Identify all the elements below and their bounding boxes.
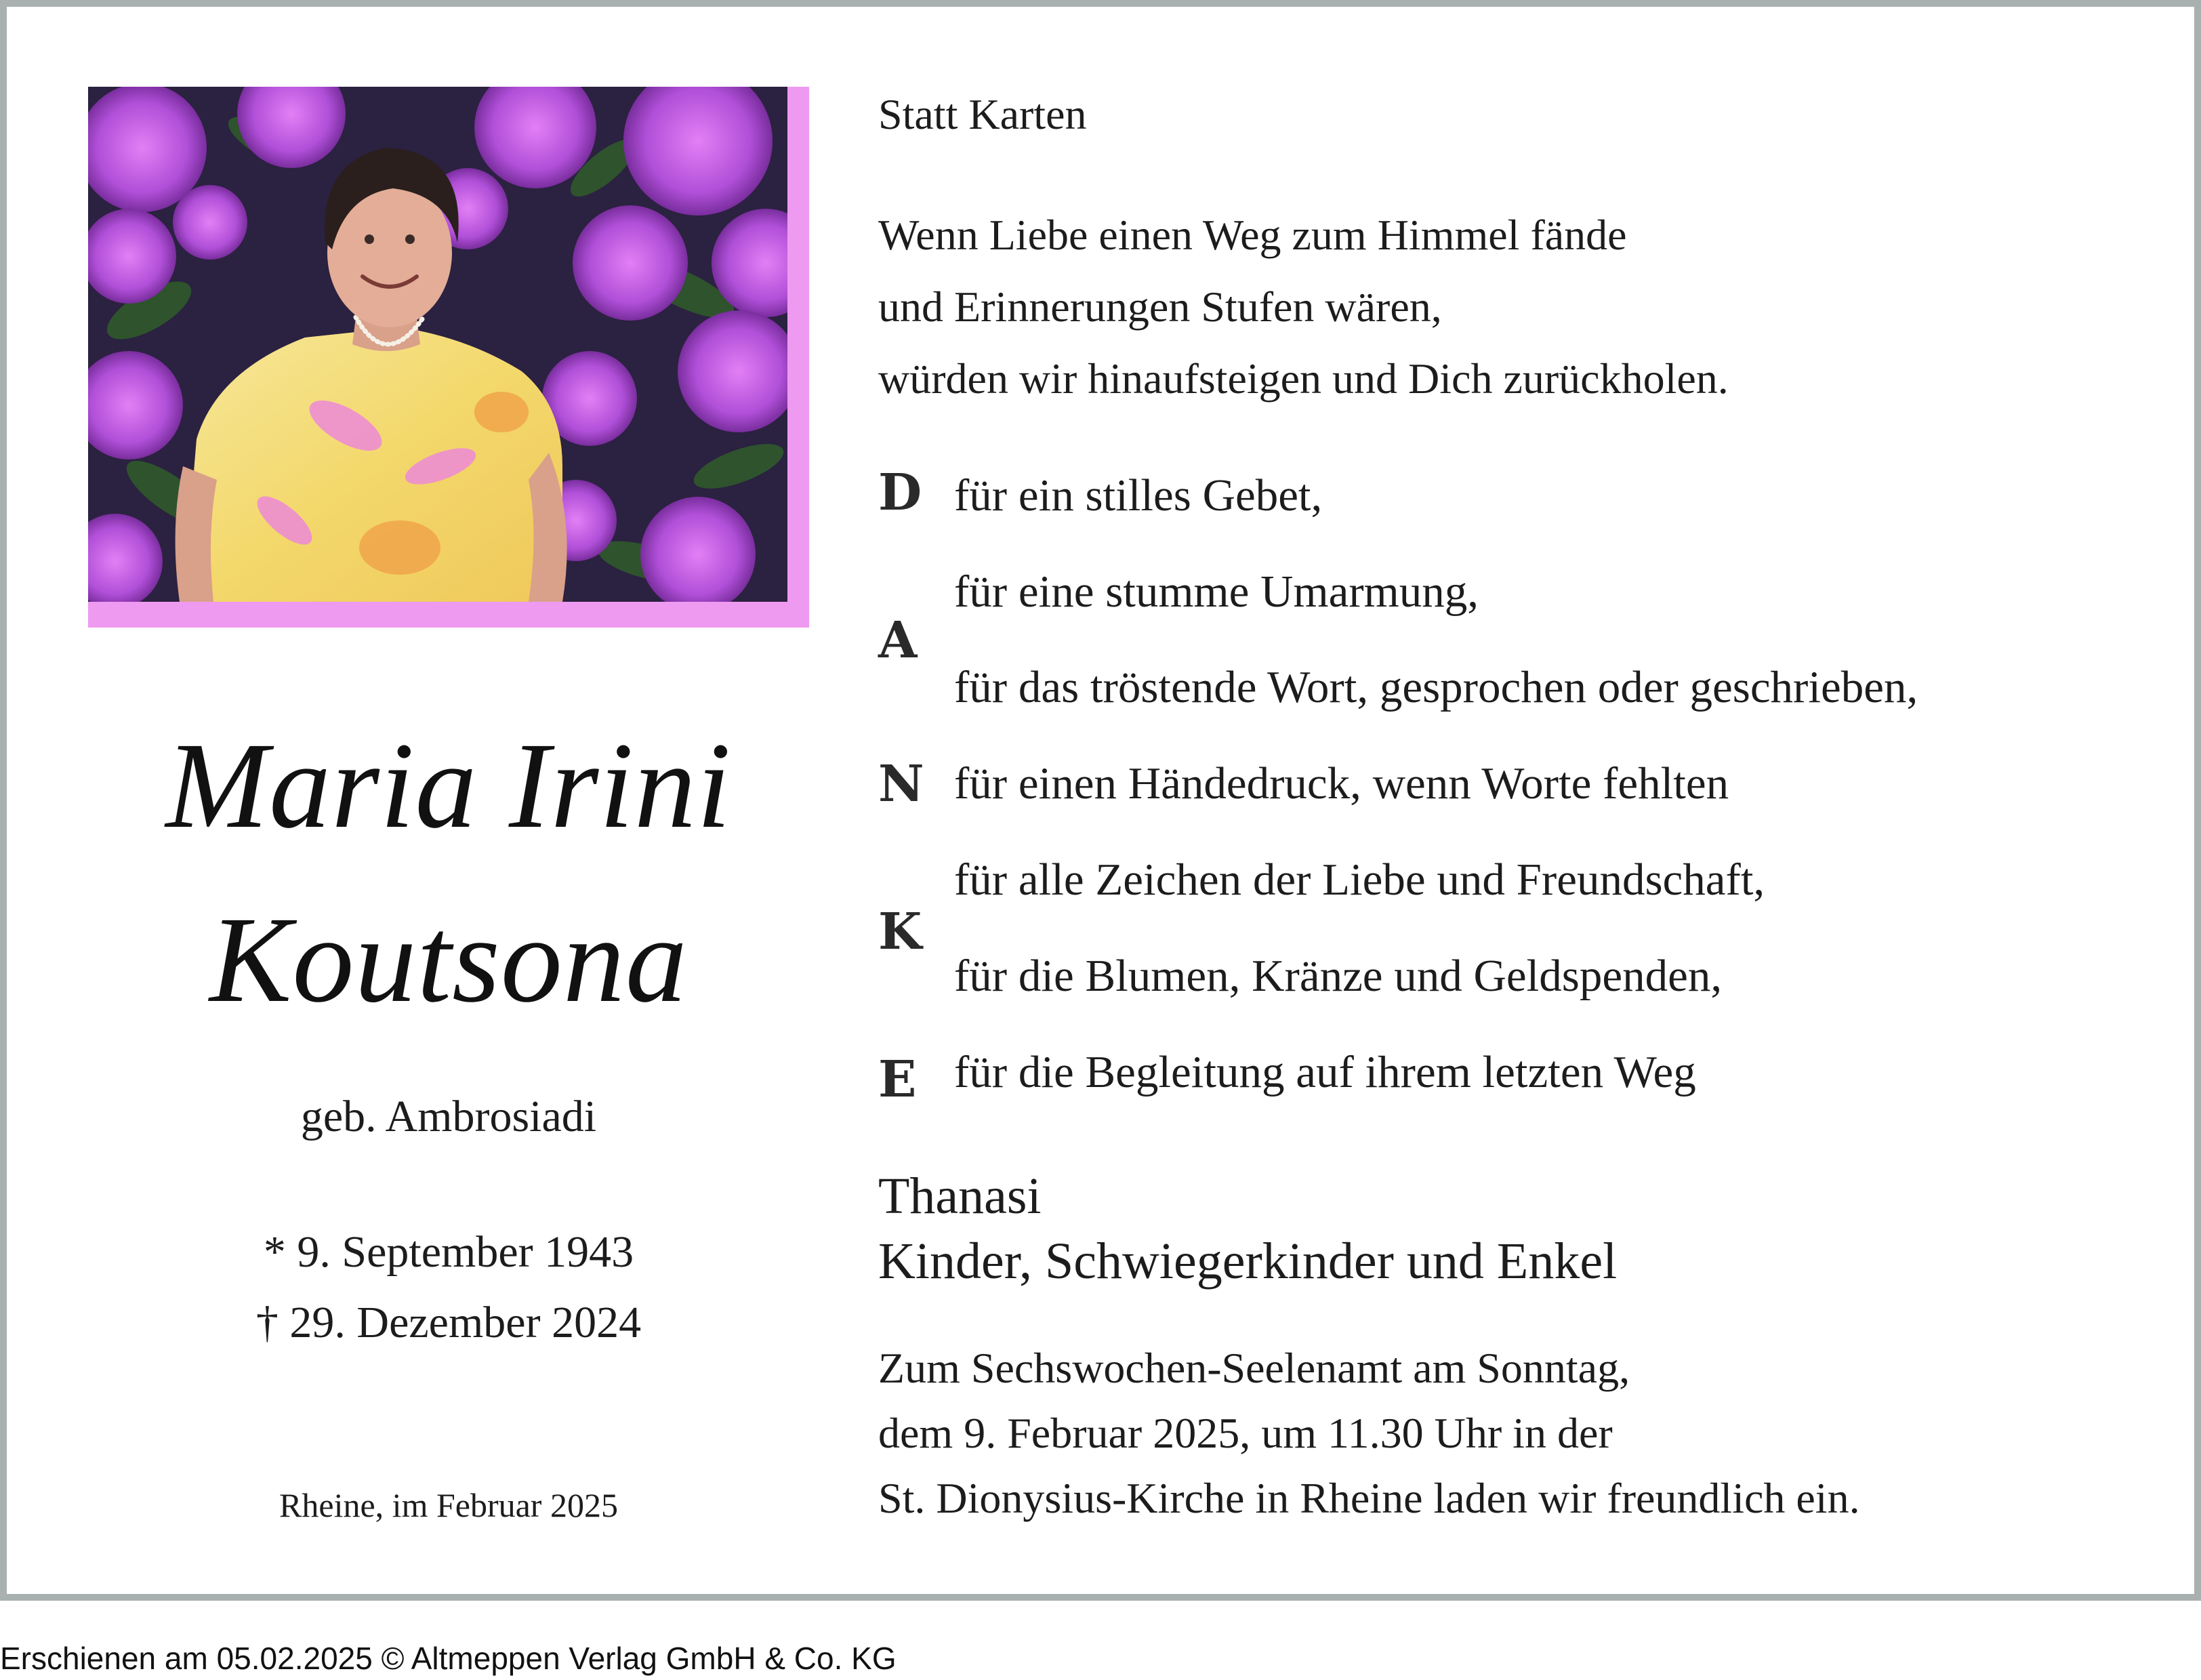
- statt-karten-heading: Statt Karten: [878, 90, 1087, 138]
- deceased-surname: Koutsona: [209, 892, 688, 1028]
- acrostic-letter-n: N: [878, 755, 924, 813]
- thanks-line-2: für eine stumme Umarmung,: [954, 567, 1479, 617]
- publication-footer: Erschienen am 05.02.2025 © Altmeppen Verlag GmbH & Co. KG: [0, 1641, 897, 1676]
- death-date: † 29. Dezember 2024: [255, 1298, 642, 1347]
- signer-name: Thanasi: [878, 1168, 1042, 1225]
- deceased-given-name: Maria Irini: [165, 718, 732, 854]
- invitation-line-3: St. Dionysius-Kirche in Rheine laden wir freundlich ein.: [878, 1474, 1860, 1522]
- acrostic-letter-a: A: [878, 611, 918, 670]
- poem-line-2: und Erinnerungen Stufen wären,: [878, 283, 1442, 331]
- maiden-name: geb. Ambrosiadi: [300, 1092, 597, 1141]
- invitation-line-2: dem 9. Februar 2025, um 11.30 Uhr in der: [878, 1409, 1613, 1457]
- place-date: Rheine, im Februar 2025: [279, 1486, 618, 1524]
- thanks-line-3: für das tröstende Wort, gesprochen oder geschrieben,: [954, 662, 1918, 712]
- thanks-line-7: für die Begleitung auf ihrem letzten Weg: [954, 1047, 1696, 1097]
- thanks-line-6: für die Blumen, Kränze und Geldspenden,: [954, 951, 1723, 1001]
- invitation-line-1: Zum Sechswochen-Seelenamt am Sonntag,: [878, 1344, 1630, 1392]
- acrostic-letter-k: K: [878, 903, 922, 961]
- acrostic-letter-e: E: [878, 1050, 917, 1109]
- thanks-line-1: für ein stilles Gebet,: [954, 470, 1323, 520]
- poem-line-3: würden wir hinaufsteigen und Dich zurückholen.: [878, 354, 1729, 403]
- thanks-line-4: für einen Händedruck, wenn Worte fehlten: [954, 758, 1729, 808]
- portrait-photo: [88, 87, 787, 602]
- poem-line-1: Wenn Liebe einen Weg zum Himmel fände: [878, 211, 1627, 259]
- birth-date: * 9. September 1943: [263, 1227, 634, 1277]
- thanks-line-5: für alle Zeichen der Liebe und Freundschaft,: [954, 855, 1765, 905]
- signer-family: Kinder, Schwiegerkinder und Enkel: [878, 1233, 1618, 1290]
- acrostic-letter-d: D: [878, 464, 922, 522]
- photo-frame: [88, 87, 809, 628]
